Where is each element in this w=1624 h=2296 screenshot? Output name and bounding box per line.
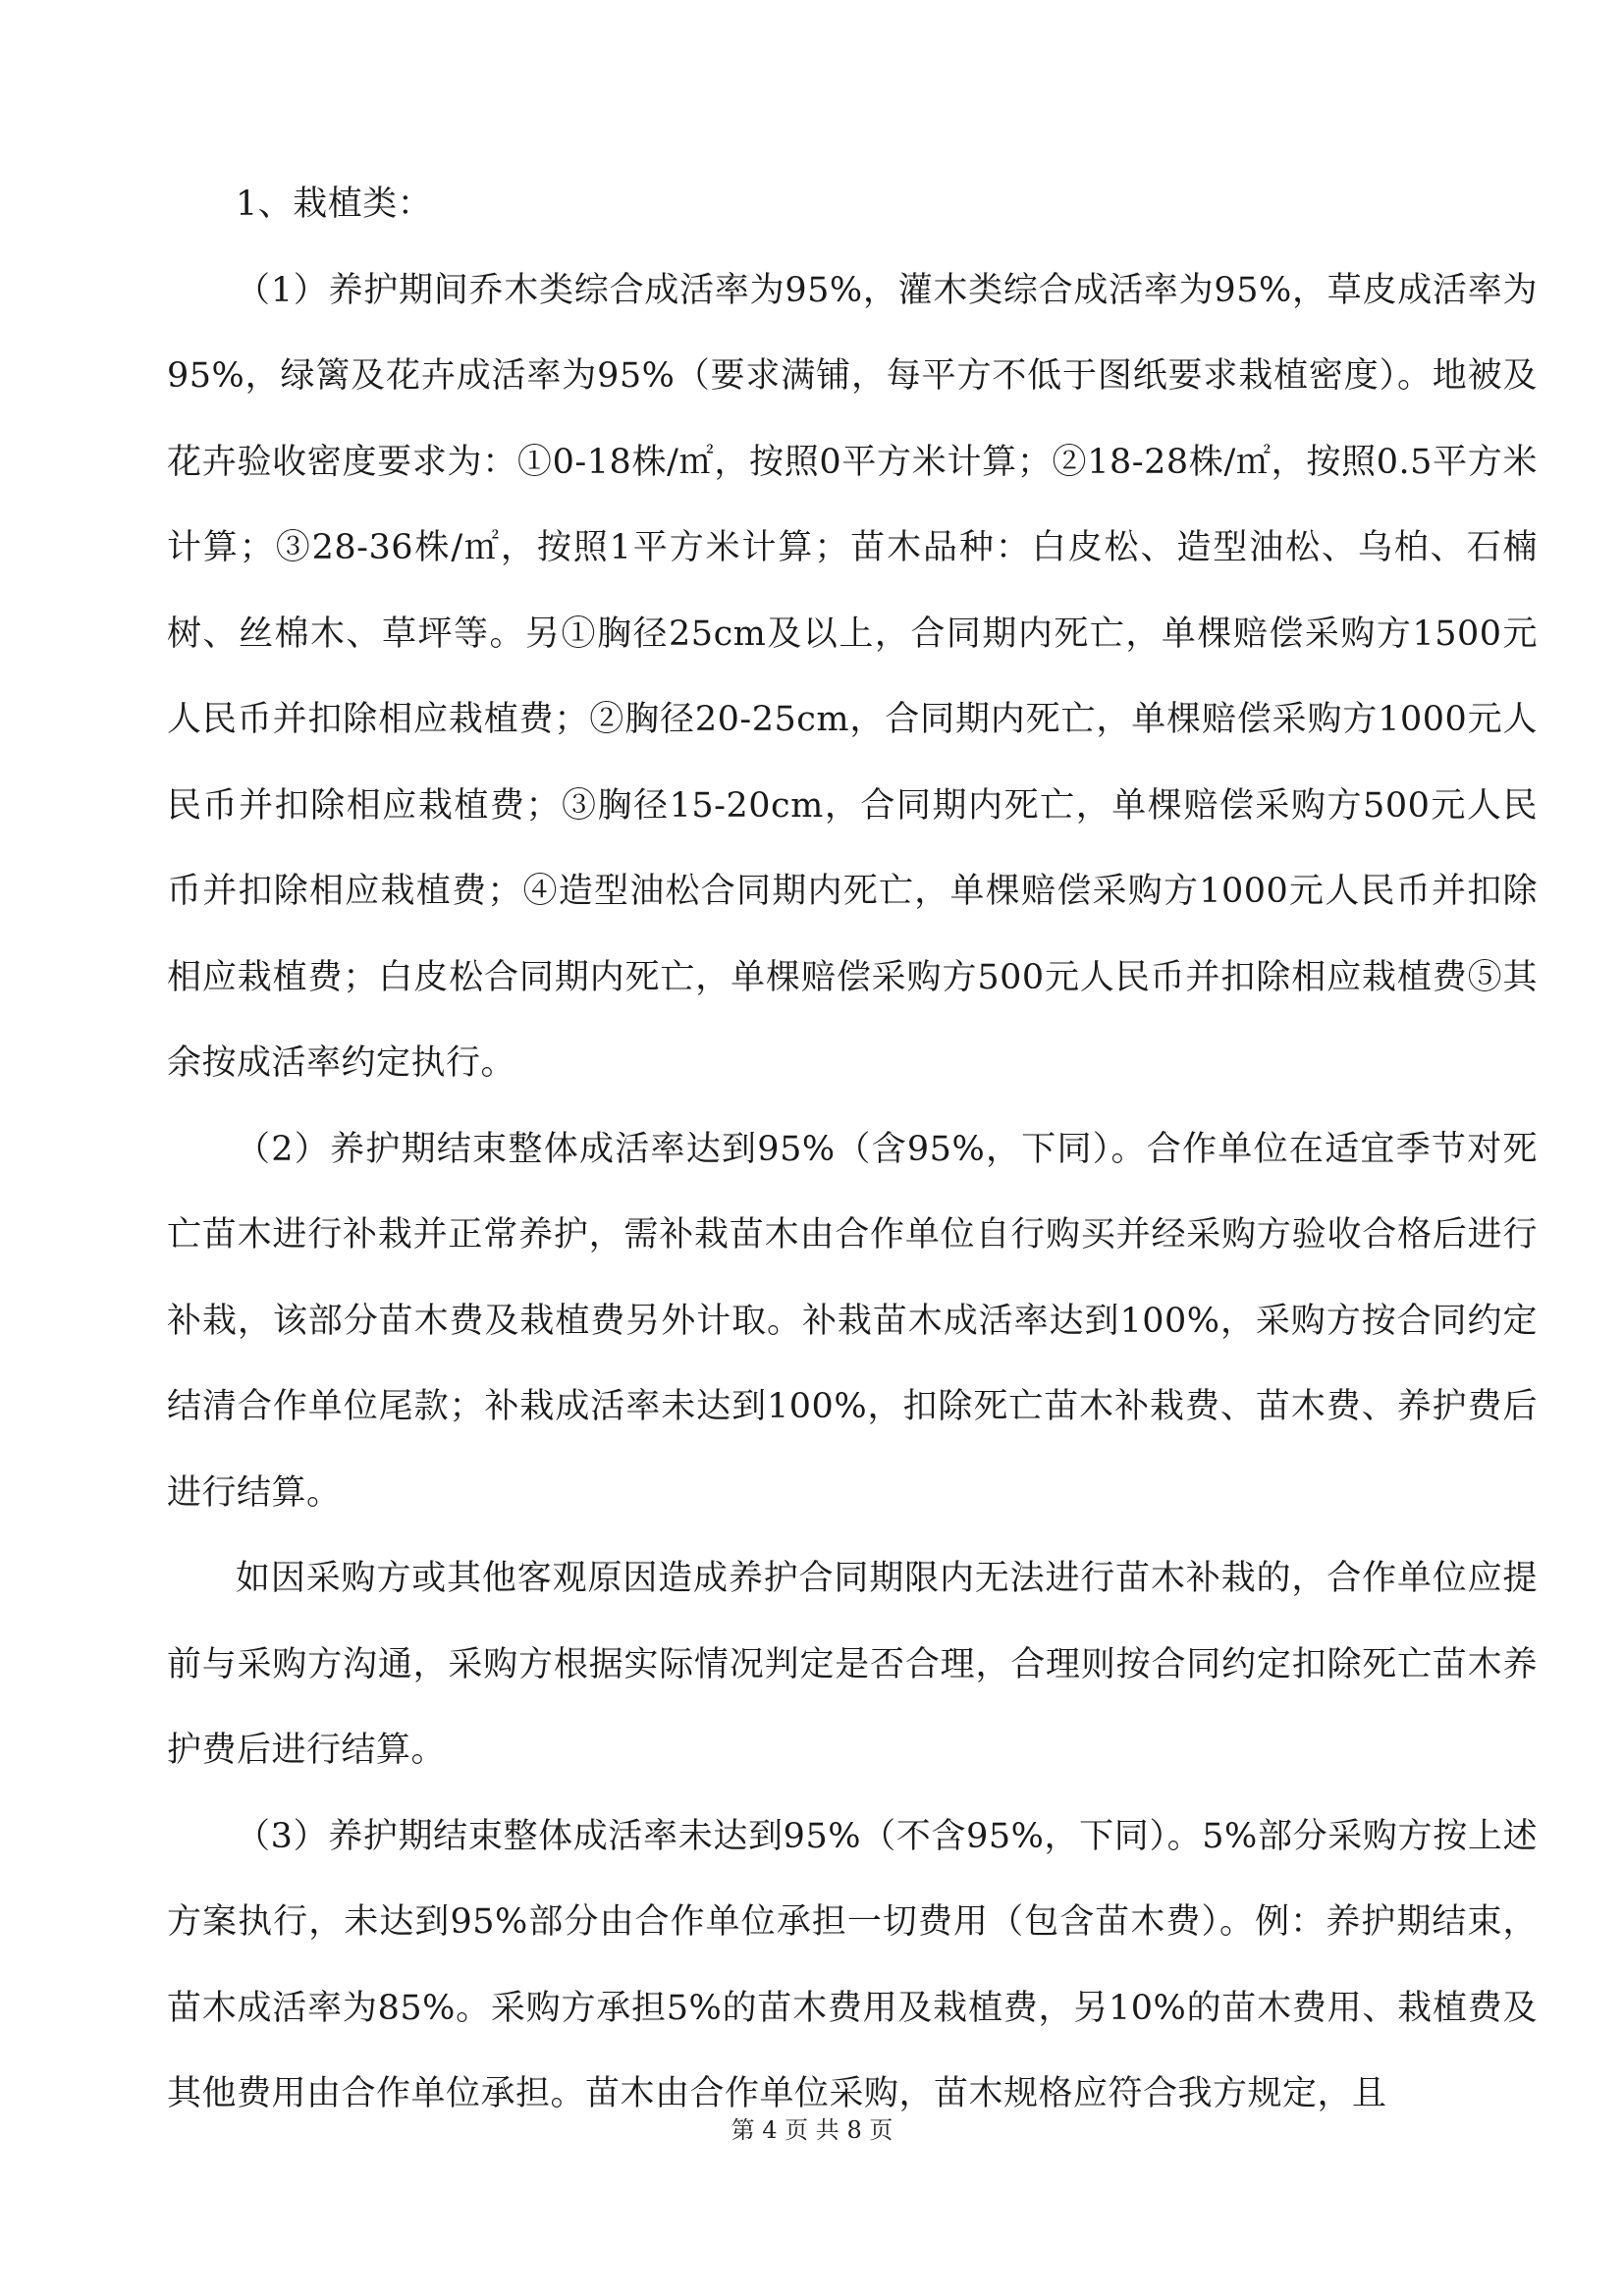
- page-number-footer: 第 4 页 共 8 页: [731, 2116, 893, 2144]
- paragraph-2: （2）养护期结束整体成活率达到95%（含95%，下同）。合作单位在适宜季节对死亡苗木进行补栽并正常养护，需补栽苗木由合作单位自行购买并经采购方验收合格后进行补栽，该部分苗木费及栽植费另外计取。补栽苗木成活率达到100%，采购方按合同约定结清合作单位尾款；补栽成活率未达到100%，扣除死亡苗木补栽费、苗木费、养护费后进行结算。: [167, 1129, 1538, 1513]
- section-heading: 1、栽植类：: [236, 185, 433, 224]
- paragraph-3: 如因采购方或其他客观原因造成养护合同期限内无法进行苗木补栽的，合作单位应提前与采购方沟通，采购方根据实际情况判定是否合理，合理则按合同约定扣除死亡苗木养护费后进行结算。: [167, 1559, 1538, 1770]
- paragraph-1: （1）养护期间乔木类综合成活率为95%，灌木类综合成活率为95%，草皮成活率为95%，绿篱及花卉成活率为95%（要求满铺，每平方不低于图纸要求栽植密度）。地被及花卉验收密度要求为：①0-18株/㎡，按照0平方米计算；②18-28株/㎡，按照0.5平方米计算；③28-36株/㎡，按照1平方米计算；苗木品种：白皮松、造型油松、乌柏、石楠树、丝棉木、草坪等。另①胸径25cm及以上，合同期内死亡，单棵赔偿采购方1500元人民币并扣除相应栽植费；②胸径20-25cm，合同期内死亡，单棵赔偿采购方1000元人民币并扣除相应栽植费；③胸径15-20cm，合同期内死亡，单棵赔偿采购方500元人民币并扣除相应栽植费；④造型油松合同期内死亡，单棵赔偿采购方1000元人民币并扣除相应栽植费；白皮松合同期内死亡，单棵赔偿采购方500元人民币并扣除相应栽植费⑤其余按成活率约定执行。: [167, 270, 1538, 1083]
- paragraph-4: （3）养护期结束整体成活率未达到95%（不含95%，下同）。5%部分采购方按上述方案执行，未达到95%部分由合作单位承担一切费用（包含苗木费）。例：养护期结束，苗木成活率为85%。采购方承担5%的苗木费用及栽植费，另10%的苗木费用、栽植费及其他费用由合作单位承担。苗木由合作单位采购，苗木规格应符合我方规定，且: [167, 1816, 1538, 2113]
- document-body: [167, 162, 1538, 2138]
